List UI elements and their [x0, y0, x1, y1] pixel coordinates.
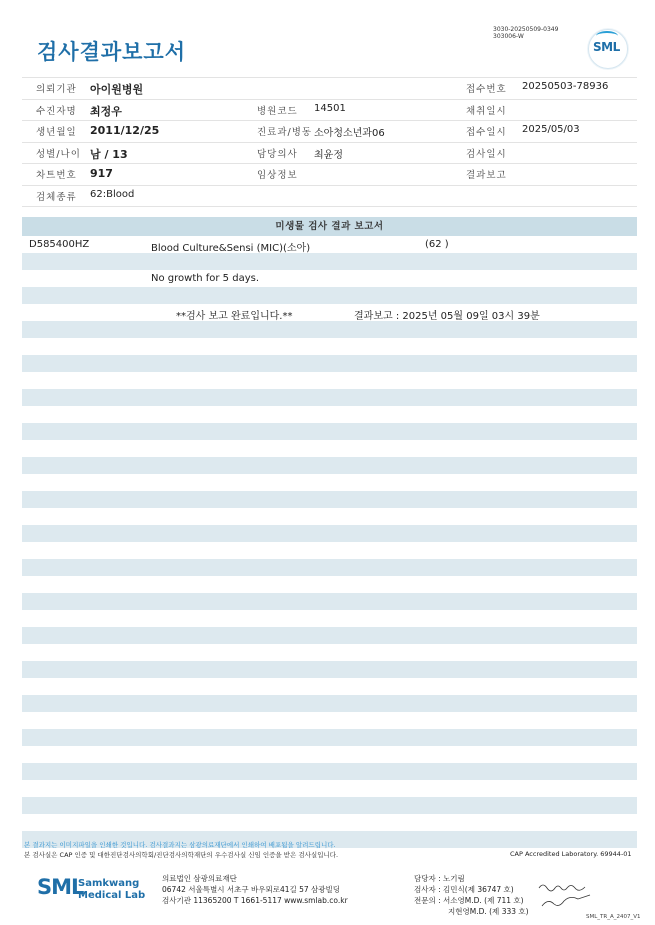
report-stripe [22, 423, 637, 440]
footer-logo-name [78, 878, 145, 902]
dept-value: 소아청소년과06 [314, 128, 385, 139]
report-stripe [22, 763, 637, 780]
dob-label: 생년월일 [36, 127, 77, 138]
sex-age-value: 남 / 13 [90, 147, 128, 161]
collected-label: 채취일시 [466, 105, 507, 117]
report-stripe [22, 491, 637, 508]
name-value: 최정우 [90, 104, 122, 118]
report-stripe [22, 661, 637, 678]
org-contact: 검사기관 11365200 T 1661-5117 www.smlab.co.kr [162, 896, 348, 905]
staff-specialist-2: 지현영M.D. (제 333 호) [448, 907, 529, 916]
footer-logo-name-line2: Medical Lab [78, 890, 146, 901]
test-name: Blood Culture&Sensi (MIC)(소아) [151, 243, 311, 254]
requester-label: 의뢰기관 [36, 84, 77, 95]
sml-logo-text: SML [593, 40, 620, 54]
staff-info [414, 873, 529, 917]
specimen-value: 62:Blood [90, 188, 135, 200]
org-address: 06742 서울특별시 서초구 바우뫼로41길 57 삼광빌딩 [162, 885, 341, 894]
hospital-code-label: 병원코드 [257, 105, 298, 117]
staff-tester: 검사자 : 김민식(제 36747 호) [414, 885, 514, 894]
receipt-no-label: 접수번호 [466, 84, 507, 95]
footer-logo-name-line1: Samkwang [78, 878, 140, 889]
footer-logo-sml: SML [37, 875, 84, 899]
accreditation-notice: 본 검사실은 CAP 인증 및 대한진단검사의학회/진단검사의학재단의 우수검사실 신임 인증을 받은 검사실입니다. [24, 851, 339, 859]
info-row [22, 77, 637, 100]
doctor-value: 최윤정 [314, 149, 343, 161]
organization-info [162, 873, 348, 906]
document-code [493, 26, 558, 40]
test-code: D585400HZ [29, 239, 90, 250]
report-stripe [22, 321, 637, 338]
specimen-ref: (62 ) [425, 239, 449, 250]
receipt-no-value: 20250503-78936 [522, 81, 609, 92]
signature-image [536, 880, 596, 912]
page-title: 검사결과보고서 [37, 40, 187, 64]
dept-label: 진료과/병동 [257, 127, 313, 138]
report-time: 결과보고 : 2025년 05월 09일 03시 39분 [354, 311, 540, 322]
name-label: 수진자명 [36, 105, 77, 117]
hospital-code-value: 14501 [314, 102, 346, 114]
clinical-label: 임상정보 [257, 170, 298, 181]
staff-specialist-1: 전문의 : 서소영M.D. (제 711 호) [414, 896, 524, 905]
report-stripe [22, 457, 637, 474]
received-label: 접수일시 [466, 127, 507, 138]
report-complete-message: **검사 보고 완료입니다.** [176, 311, 293, 322]
chart-value: 917 [90, 167, 113, 180]
specimen-label: 검체종류 [36, 191, 77, 203]
form-code: SML_TR_A_2407_V1 [586, 914, 641, 920]
dob-value: 2011/12/25 [90, 124, 160, 137]
patient-info-table [22, 77, 637, 207]
info-row [22, 121, 637, 143]
report-stripe [22, 355, 637, 372]
report-stripe [22, 627, 637, 644]
report-stripe [22, 287, 637, 304]
report-stripe [22, 525, 637, 542]
report-stripe [22, 559, 637, 576]
report-stripe [22, 729, 637, 746]
info-row [22, 100, 637, 122]
report-stripe [22, 253, 637, 270]
org-name: 의료법인 삼광의료재단 [162, 874, 237, 883]
info-row [22, 164, 637, 186]
requester-value: 아이원병원 [90, 83, 144, 96]
report-stripe [22, 593, 637, 610]
document-code-line2: 303006-W [493, 33, 524, 40]
chart-label: 차트번호 [36, 170, 77, 181]
sex-age-label: 성별/나이 [36, 148, 81, 160]
info-row [22, 186, 637, 208]
received-value: 2025/05/03 [522, 124, 580, 135]
report-section-title: 미생물 검사 결과 보고서 [22, 217, 637, 236]
test-result: No growth for 5 days. [151, 273, 260, 284]
info-row [22, 143, 637, 165]
tested-label: 검사일시 [466, 148, 507, 160]
doctor-label: 담당의사 [257, 148, 298, 160]
cap-accreditation: CAP Accredited Laboratory. 69944-01 [510, 850, 632, 858]
report-stripe [22, 797, 637, 814]
document-code-line1: 3030-20250509-0349 [493, 26, 559, 33]
report-stripe [22, 695, 637, 712]
reported-label: 결과보고 [466, 170, 507, 181]
image-print-notice: 본 결과지는 이미지파일을 인쇄한 것입니다. 검사결과지는 삼광의료재단에서 인쇄하여 배포됨을 알려드립니다. [24, 841, 336, 849]
staff-manager: 담당자 : 노기림 [414, 874, 465, 883]
report-stripe [22, 389, 637, 406]
